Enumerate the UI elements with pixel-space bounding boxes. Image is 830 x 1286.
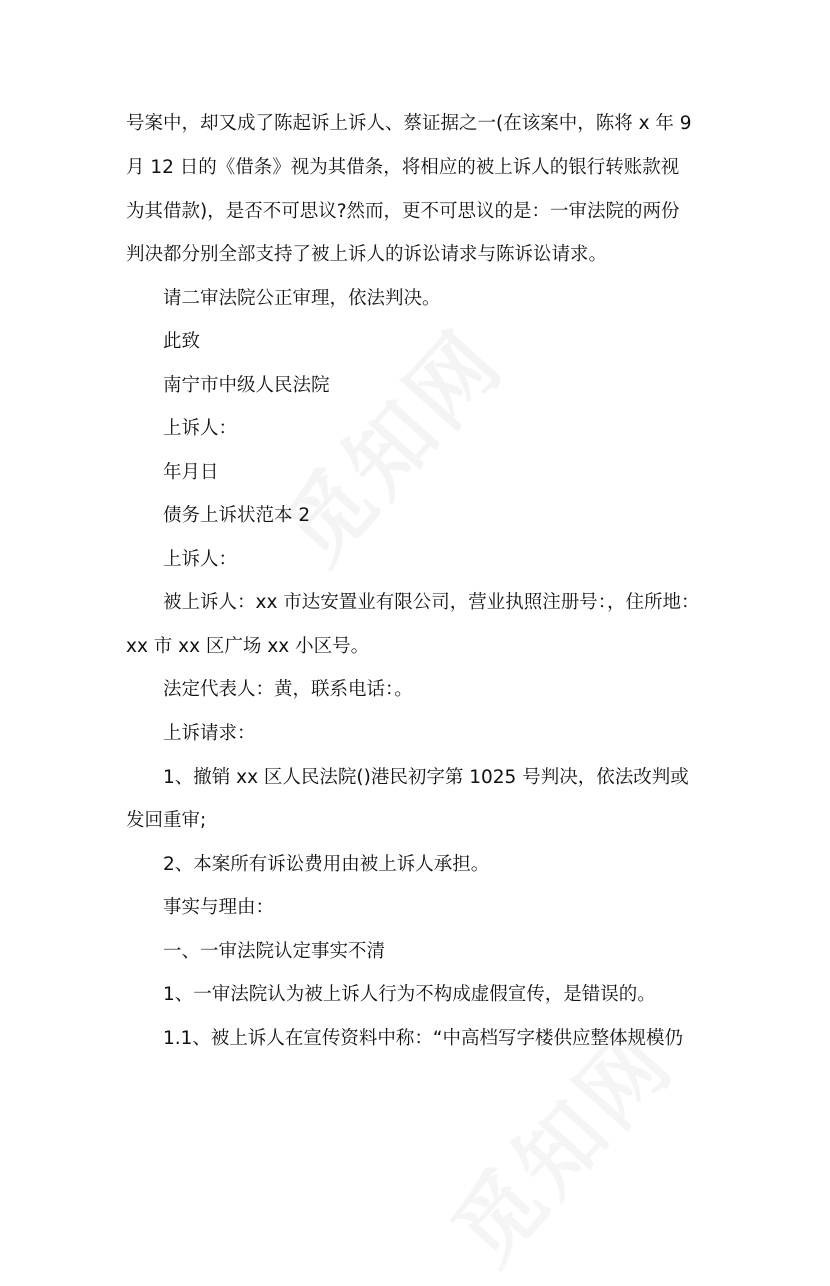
appellant-label: 上诉人： (163, 549, 238, 570)
paragraph-line: 发回重审; (126, 810, 207, 831)
court-name: 南宁市中级人民法院 (163, 375, 330, 396)
heading-facts: 事实与理由： (163, 897, 275, 918)
paragraph-line: 1、一审法院认为被上诉人行为不构成虚假宣传，是错误的。 (163, 984, 656, 1005)
heading-requests: 上诉请求： (163, 723, 256, 744)
request-item: 1、撤销 xx 区人民法院()港民初字第 1025 号判决，依法改判或 (163, 767, 689, 788)
paragraph-line: xx 市 xx 区广场 xx 小区号。 (126, 636, 370, 657)
paragraph-line: 1.1、被上诉人在宣传资料中称：“中高档写字楼供应整体规模仍 (163, 1028, 684, 1049)
paragraph-line: 判决都分别全部支持了被上诉人的诉讼请求与陈诉讼请求。 (126, 244, 608, 265)
date-line: 年月日 (163, 462, 219, 483)
watermark (250, 298, 527, 586)
paragraph-line: 请二审法院公正审理，依法判决。 (163, 288, 441, 309)
salutation: 此致 (163, 331, 201, 352)
appellant-label: 上诉人： (163, 418, 238, 439)
paragraph-line: 月 12 日的《借条》视为其借条，将相应的被上诉人的银行转账款视 (126, 157, 680, 178)
subheading: 一、一审法院认定事实不清 (163, 941, 386, 962)
legal-rep-line: 法定代表人：黄，联系电话：。 (163, 679, 413, 700)
paragraph-line: 为其借款)，是否不可思议?然而，更不可思议的是：一审法院的两份 (126, 201, 680, 222)
request-item: 2、本案所有诉讼费用由被上诉人承担。 (163, 854, 490, 875)
section-title: 债务上诉状范本 2 (163, 505, 311, 526)
paragraph-line: 号案中，却又成了陈起诉上诉人、蔡证据之一(在该案中，陈将 x 年 9 (126, 113, 692, 134)
appellee-line: 被上诉人：xx 市达安置业有限公司，营业执照注册号：，住所地： (163, 592, 700, 613)
